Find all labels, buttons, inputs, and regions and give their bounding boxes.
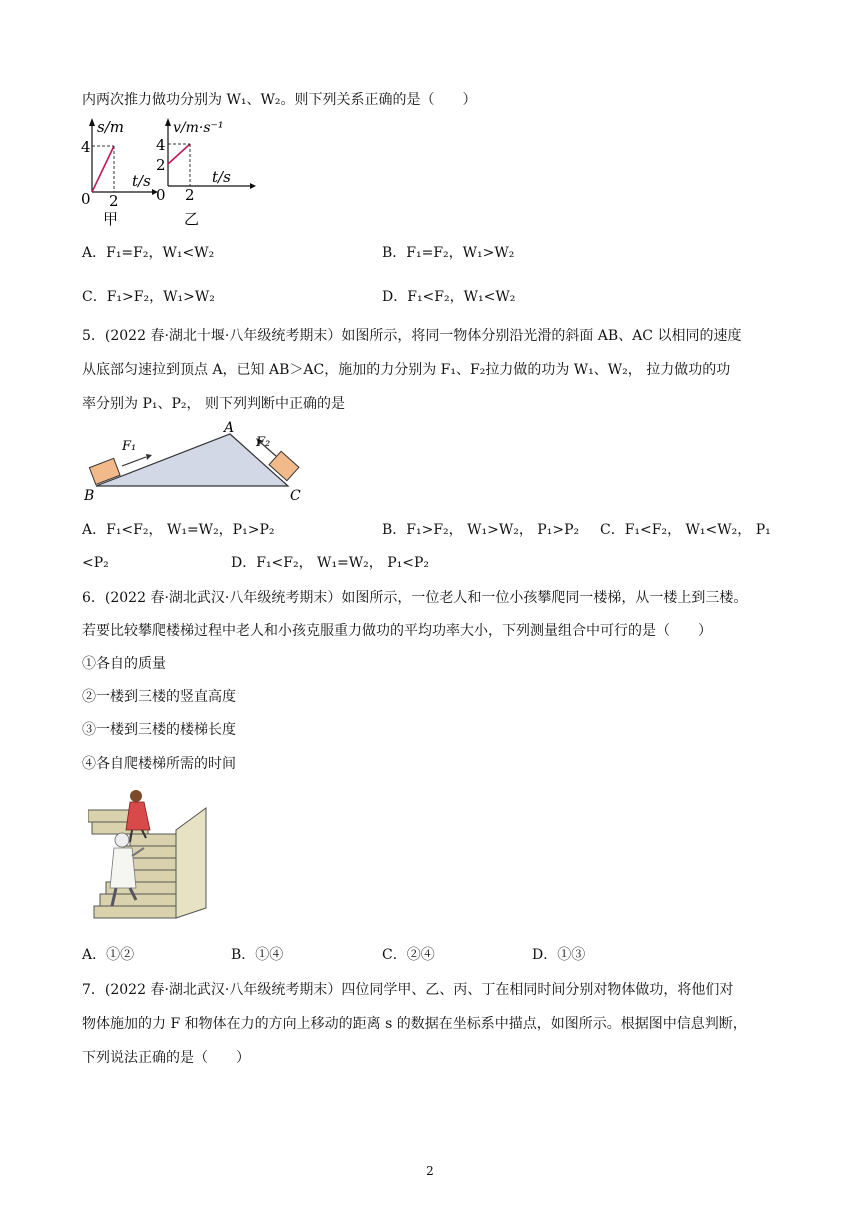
q4-yi-xlabel: t/s <box>212 168 231 186</box>
q4-jia-xtick: 2 <box>109 192 119 210</box>
q4-option-d[interactable]: D．F₁<F₂，W₁<W₂ <box>382 289 516 305</box>
q5-label-a: A <box>224 420 235 436</box>
q5-stem-line1: 5．(2022 春·湖北十堰·八年级统考期末）如图所示，将同一物体分别沿光滑的斜面 AB、AC 以相同的速度 <box>82 328 742 344</box>
q4-jia-ylabel: s/m <box>97 118 124 136</box>
q6-stem-line1: 6．(2022 春·湖北武汉·八年级统考期末）如图所示，一位老人和一位小孩攀爬同一楼梯，从一楼上到三楼。 <box>82 590 748 606</box>
q5-option-b[interactable]: B．F₁>F₂， W₁>W₂， P₁>P₂ <box>382 522 580 538</box>
q5-option-d[interactable]: D．F₁<F₂， W₁=W₂， P₁<P₂ <box>231 555 430 571</box>
q6-option-b[interactable]: B．①④ <box>231 947 284 963</box>
q4-jia-origin: 0 <box>81 190 91 208</box>
q5-option-a[interactable]: A．F₁<F₂， W₁=W₂，P₁>P₂ <box>82 522 275 538</box>
q5-incline-figure <box>80 420 310 502</box>
q4-graph-yi <box>154 116 264 226</box>
q5-option-c[interactable]: C．F₁<F₂， W₁<W₂， P₁ <box>600 522 771 538</box>
q7-stem-line3: 下列说法正确的是（ ） <box>82 1050 250 1066</box>
q4-yi-origin: 0 <box>156 186 166 204</box>
q6-item-4: ④各自爬楼梯所需的时间 <box>82 756 236 772</box>
q4-yi-xtick: 2 <box>185 186 195 204</box>
q5-label-f1: F₁ <box>122 439 137 454</box>
q7-stem-line2: 物体施加的力 F 和物体在力的方向上移动的距离 s 的数据在坐标系中描点，如图所示。根据图中信息判断， <box>82 1016 747 1032</box>
q4-yi-caption: 乙 <box>184 210 200 226</box>
q6-item-3: ③一楼到三楼的楼梯长度 <box>82 722 236 738</box>
q6-option-c[interactable]: C．②④ <box>382 947 435 963</box>
q4-yi-ylabel: v/m·s⁻¹ <box>173 120 224 136</box>
q5-stem-line2: 从底部匀速拉到顶点 A，已知 AB＞AC，施加的力分别为 F₁、F₂拉力做的功为 W₁、W₂， 拉力做功的功 <box>82 362 731 378</box>
q5-label-b: B <box>84 488 95 502</box>
q7-stem-line1: 7．(2022 春·湖北武汉·八年级统考期末）四位同学甲、乙、丙、丁在相同时间分别对物体做功，将他们对 <box>82 982 734 998</box>
q4-jia-ytick: 4 <box>81 138 91 156</box>
q5-label-c: C <box>290 488 301 502</box>
q4-jia-caption: 甲 <box>103 210 119 226</box>
q4-stem-tail: 内两次推力做功分别为 W₁、W₂。则下列关系正确的是（ ） <box>82 92 477 108</box>
q5-option-c-continued: <P₂ <box>82 555 109 571</box>
q6-item-2: ②一楼到三楼的竖直高度 <box>82 689 236 705</box>
q4-option-b[interactable]: B．F₁=F₂，W₁>W₂ <box>382 245 515 261</box>
q4-graph-jia <box>80 116 160 226</box>
q5-stem-line3: 率分别为 P₁、P₂， 则下列判断中正确的是 <box>82 396 345 412</box>
page-number: 2 <box>426 1164 434 1178</box>
q5-label-f2: F₂ <box>256 435 271 450</box>
q4-option-c[interactable]: C．F₁>F₂，W₁>W₂ <box>82 289 215 305</box>
q6-option-a[interactable]: A．①② <box>82 947 135 963</box>
q4-yi-ytick-mid: 2 <box>156 156 166 174</box>
q6-staircase-illustration <box>88 788 212 926</box>
q6-stem-line2: 若要比较攀爬楼梯过程中老人和小孩克服重力做功的平均功率大小，下列测量组合中可行的是（ ） <box>82 623 712 639</box>
q4-yi-ytick-top: 4 <box>156 136 166 154</box>
q6-option-d[interactable]: D．①③ <box>532 947 586 963</box>
q6-item-1: ①各自的质量 <box>82 656 166 672</box>
q4-option-a[interactable]: A．F₁=F₂，W₁<W₂ <box>82 245 215 261</box>
q4-jia-xlabel: t/s <box>132 172 151 190</box>
